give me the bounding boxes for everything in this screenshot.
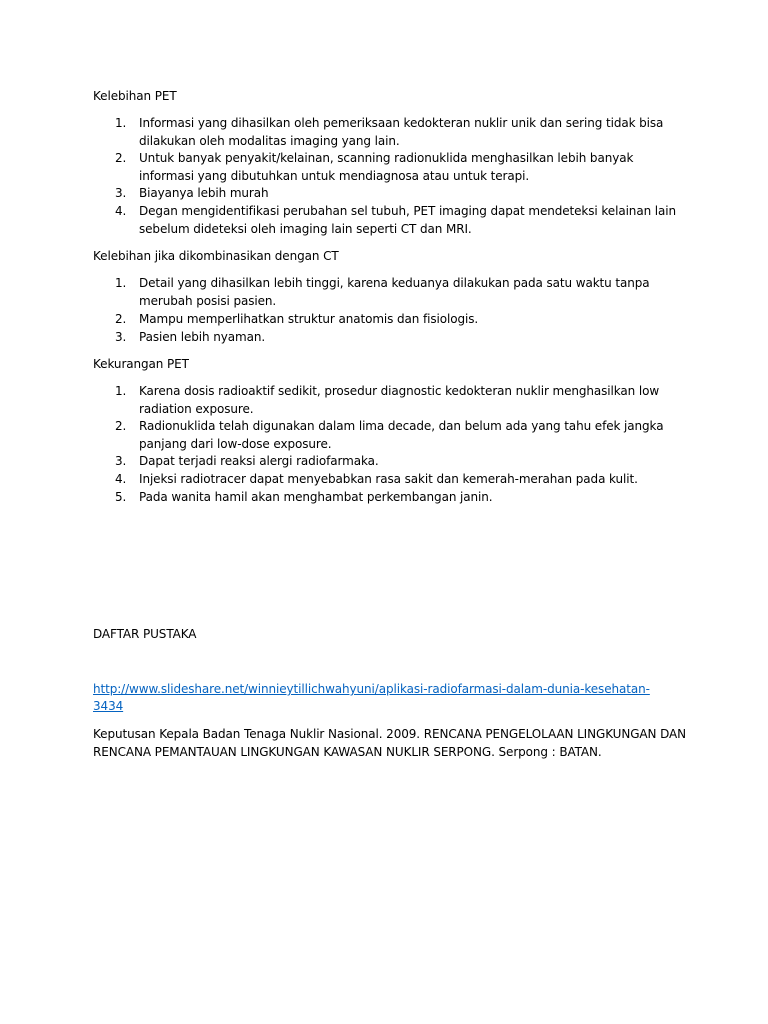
list-item-text: Biayanya lebih murah — [139, 186, 269, 200]
list-number: 1. — [115, 276, 127, 290]
section-heading-kombinasi-ct: Kelebihan jika dikombinasikan dengan CT — [93, 249, 339, 263]
list-item — [115, 470, 638, 488]
list-number: 2. — [115, 419, 127, 433]
list-item-text: Pasien lebih nyaman. — [139, 330, 266, 344]
list-item-continuation: dilakukan oleh modalitas imaging yang lain. — [139, 134, 400, 148]
list-number: 2. — [115, 312, 127, 326]
list-number: 1. — [115, 384, 127, 398]
list-item-text: Degan mengidentifikasi perubahan sel tubuh, PET imaging dapat mendeteksi kelainan lain — [139, 204, 677, 218]
reference-link-continuation[interactable]: 3434 — [93, 699, 124, 713]
list-item-continuation: panjang dari low-dose exposure. — [139, 437, 332, 451]
list-number: 1. — [115, 116, 127, 130]
bibliography-heading: DAFTAR PUSTAKA — [93, 627, 197, 641]
list-item — [115, 328, 265, 346]
list-item — [115, 184, 269, 202]
list-item-text: Untuk banyak penyakit/kelainan, scanning radionuklida menghasilkan lebih banyak — [139, 151, 634, 165]
list-item-text: Dapat terjadi reaksi alergi radiofarmaka. — [139, 454, 379, 468]
list-item-continuation: merubah posisi pasien. — [139, 294, 277, 308]
section-heading-kekurangan-pet: Kekurangan PET — [93, 357, 189, 371]
list-number: 3. — [115, 186, 127, 200]
list-item-continuation: informasi yang dibutuhkan untuk mendiagnosa atau untuk terapi. — [139, 169, 530, 183]
list-item — [115, 382, 659, 400]
list-item — [115, 488, 493, 506]
list-item-text: Mampu memperlihatkan struktur anatomis dan fisiologis. — [139, 312, 479, 326]
reference-entry-continuation: RENCANA PEMANTAUAN LINGKUNGAN KAWASAN NUKLIR SERPONG. Serpong : BATAN. — [93, 745, 602, 759]
list-number: 5. — [115, 490, 127, 504]
list-item-continuation: sebelum dideteksi oleh imaging lain seperti CT dan MRI. — [139, 222, 472, 236]
reference-entry: Keputusan Kepala Badan Tenaga Nuklir Nasional. 2009. RENCANA PENGELOLAAN LINGKUNGAN DAN — [93, 727, 687, 741]
list-item-text: Pada wanita hamil akan menghambat perkembangan janin. — [139, 490, 493, 504]
list-item-text: Informasi yang dihasilkan oleh pemeriksaan kedokteran nuklir unik dan sering tidak bisa — [139, 116, 664, 130]
list-item — [115, 114, 663, 132]
list-item — [115, 274, 650, 292]
list-number: 3. — [115, 454, 127, 468]
list-item-text: Radionuklida telah digunakan dalam lima decade, dan belum ada yang tahu efek jangka — [139, 419, 664, 433]
list-item-continuation: radiation exposure. — [139, 402, 254, 416]
list-item-text: Injeksi radiotracer dapat menyebabkan rasa sakit dan kemerah-merahan pada kulit. — [139, 472, 638, 486]
list-item-text: Detail yang dihasilkan lebih tinggi, karena keduanya dilakukan pada satu waktu tanpa — [139, 276, 650, 290]
list-item-text: Karena dosis radioaktif sedikit, prosedur diagnostic kedokteran nuklir menghasilkan low — [139, 384, 660, 398]
list-number: 4. — [115, 472, 127, 486]
list-number: 3. — [115, 330, 127, 344]
list-item — [115, 417, 663, 435]
reference-link[interactable]: http://www.slideshare.net/winnieytillichwahyuni/aplikasi-radiofarmasi-dalam-dunia-kesehatan- — [93, 682, 650, 696]
list-number: 4. — [115, 204, 127, 218]
list-item — [115, 149, 633, 167]
list-number: 2. — [115, 151, 127, 165]
list-item — [115, 452, 379, 470]
list-item — [115, 310, 478, 328]
section-heading-kelebihan-pet: Kelebihan PET — [93, 89, 177, 103]
list-item — [115, 202, 676, 220]
